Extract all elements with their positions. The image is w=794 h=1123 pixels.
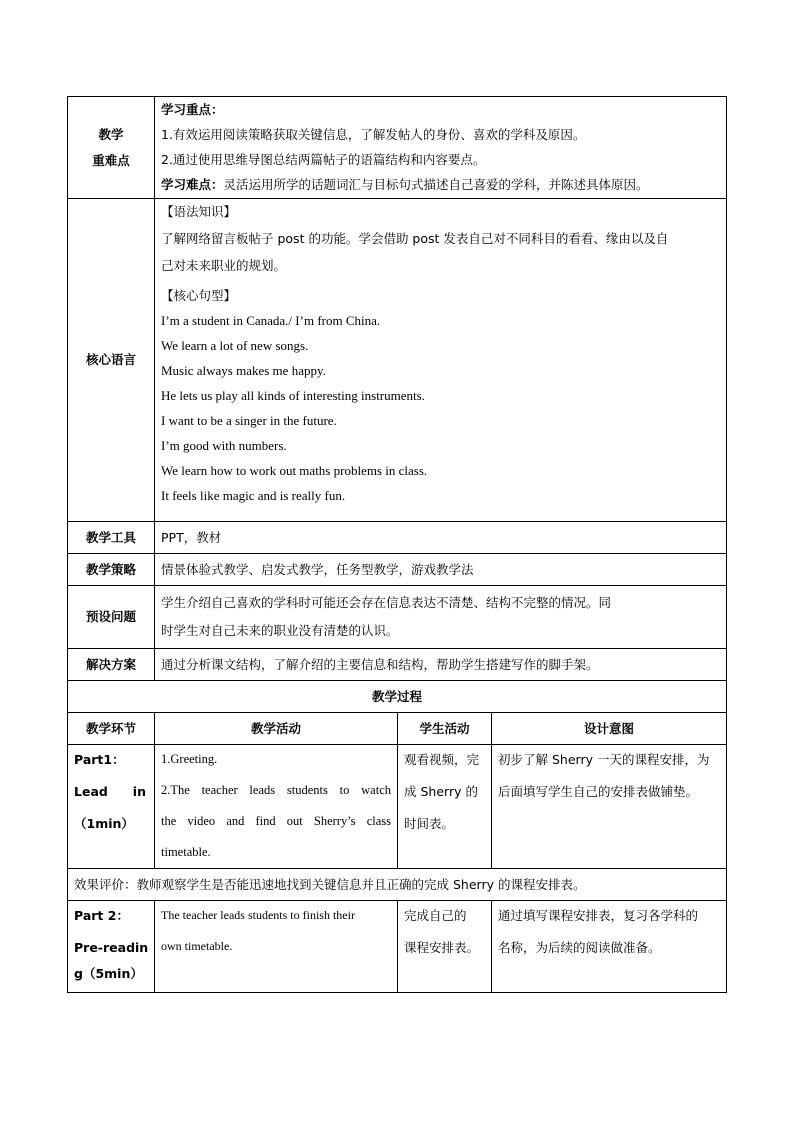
evaluation-text: 效果评价：教师观察学生是否能迅速地找到关键信息并且正确的完成 Sherry 的课程安排表。 (68, 869, 727, 901)
difficulty-text: 灵活运用所学的话题词汇与目标句式描述自己喜爱的学科，并陈述具体原因。 (223, 177, 649, 192)
header-design-intent: 设计意图 (492, 713, 727, 745)
key-points-content (155, 97, 727, 199)
row-key-difficult-points (68, 97, 727, 199)
activity-line: the video and find out Sherry’s class (161, 814, 391, 828)
label-strategy: 教学策略 (68, 554, 155, 586)
activity-line: timetable. (161, 845, 211, 859)
stage-line: Lead in (74, 784, 146, 799)
label-line: 重难点 (92, 152, 130, 168)
part1-stage (68, 745, 155, 869)
label-solution: 解决方案 (68, 649, 155, 681)
row-strategy (68, 554, 727, 586)
lesson-plan-table (67, 96, 727, 993)
core-sentence: I’m a student in Canada./ I’m from China. (161, 313, 381, 328)
issues-line: 学生介绍自己喜欢的学科时可能还会存在信息表达不清楚、结构不完整的情况。同 (161, 595, 612, 611)
intent-line: 初步了解 Sherry 一天的课程安排，为 (498, 752, 710, 767)
stage-line: Pre-readin (74, 940, 149, 955)
part1-design-intent (492, 745, 727, 869)
focus-point-1: 1.有效运用阅读策略获取关键信息，了解发帖人的身份、喜欢的学科及原因。 (161, 127, 586, 142)
label-core-language: 核心语言 (68, 199, 155, 522)
issues-line: 时学生对自己未来的职业没有清楚的认识。 (161, 623, 399, 639)
core-sentence: I’m good with numbers. (161, 438, 287, 453)
part2-teacher-activity (155, 901, 398, 993)
core-language-content (155, 199, 727, 522)
header-teacher-activity: 教学活动 (155, 713, 398, 745)
label-line: 教学 (98, 126, 124, 142)
row-evaluation (68, 869, 727, 901)
issues-content (155, 586, 727, 649)
label-key-points (68, 97, 155, 199)
header-stage: 教学环节 (68, 713, 155, 745)
activity-line: 2.The teacher leads students to watch (161, 783, 391, 797)
part1-student-activity (398, 745, 492, 869)
student-line: 时间表。 (404, 816, 455, 831)
label-issues: 预设问题 (68, 586, 155, 649)
tools-content: PPT，教材 (155, 522, 727, 554)
row-core-language (68, 199, 727, 522)
stage-line: Part 2： (74, 908, 129, 923)
core-sentence: It feels like magic and is really fun. (161, 488, 346, 503)
part2-design-intent (492, 901, 727, 993)
row-tools (68, 522, 727, 554)
header-student-activity: 学生活动 (398, 713, 492, 745)
row-part-2 (68, 901, 727, 993)
grammar-line: 了解网络留言板帖子 post 的功能。学会借助 post 发表自己对不同科目的看看、缘由以及自 (161, 231, 669, 246)
sentences-heading: 【核心句型】 (161, 288, 237, 303)
process-title: 教学过程 (68, 681, 727, 713)
strategy-content: 情景体验式教学、启发式教学，任务型教学，游戏教学法 (155, 554, 727, 586)
part2-student-activity (398, 901, 492, 993)
difficulty-line (161, 177, 720, 193)
stage-line: g（5min） (74, 966, 143, 981)
student-line: 观看视频，完 (404, 752, 480, 767)
intent-line: 名称，为后续的阅读做准备。 (498, 940, 661, 955)
difficulty-label: 学习难点： (161, 177, 224, 192)
focus-point-2: 2.通过使用思维导图总结两篇帖子的语篇结构和内容要点。 (161, 152, 486, 167)
stage-line: Part1： (74, 752, 125, 767)
grammar-heading: 【语法知识】 (161, 204, 237, 219)
row-process-title (68, 681, 727, 713)
activity-line: 1.Greeting. (161, 752, 218, 766)
intent-line: 通过填写课程安排表，复习各学科的 (498, 908, 699, 923)
core-sentence: He lets us play all kinds of interesting instruments. (161, 388, 425, 403)
activity-line: own timetable. (161, 939, 233, 953)
row-process-headers (68, 713, 727, 745)
activity-line: The teacher leads students to finish their (161, 908, 355, 922)
core-sentence: We learn how to work out maths problems in class. (161, 463, 428, 478)
row-part-1 (68, 745, 727, 869)
label-tools: 教学工具 (68, 522, 155, 554)
solution-content: 通过分析课文结构，了解介绍的主要信息和结构，帮助学生搭建写作的脚手架。 (155, 649, 727, 681)
core-sentence: We learn a lot of new songs. (161, 338, 309, 353)
core-sentence: Music always makes me happy. (161, 363, 326, 378)
student-line: 课程安排表。 (404, 940, 480, 955)
focus-heading: 学习重点： (161, 102, 224, 117)
stage-line: （1min） (74, 816, 134, 831)
part1-teacher-activity (155, 745, 398, 869)
core-sentence: I want to be a singer in the future. (161, 413, 337, 428)
student-line: 成 Sherry 的 (404, 784, 478, 799)
row-solution (68, 649, 727, 681)
student-line: 完成自己的 (404, 908, 467, 923)
grammar-line: 己对未来职业的规划。 (161, 258, 287, 273)
intent-line: 后面填写学生自己的安排表做铺垫。 (498, 784, 699, 799)
part2-stage (68, 901, 155, 993)
row-issues (68, 586, 727, 649)
